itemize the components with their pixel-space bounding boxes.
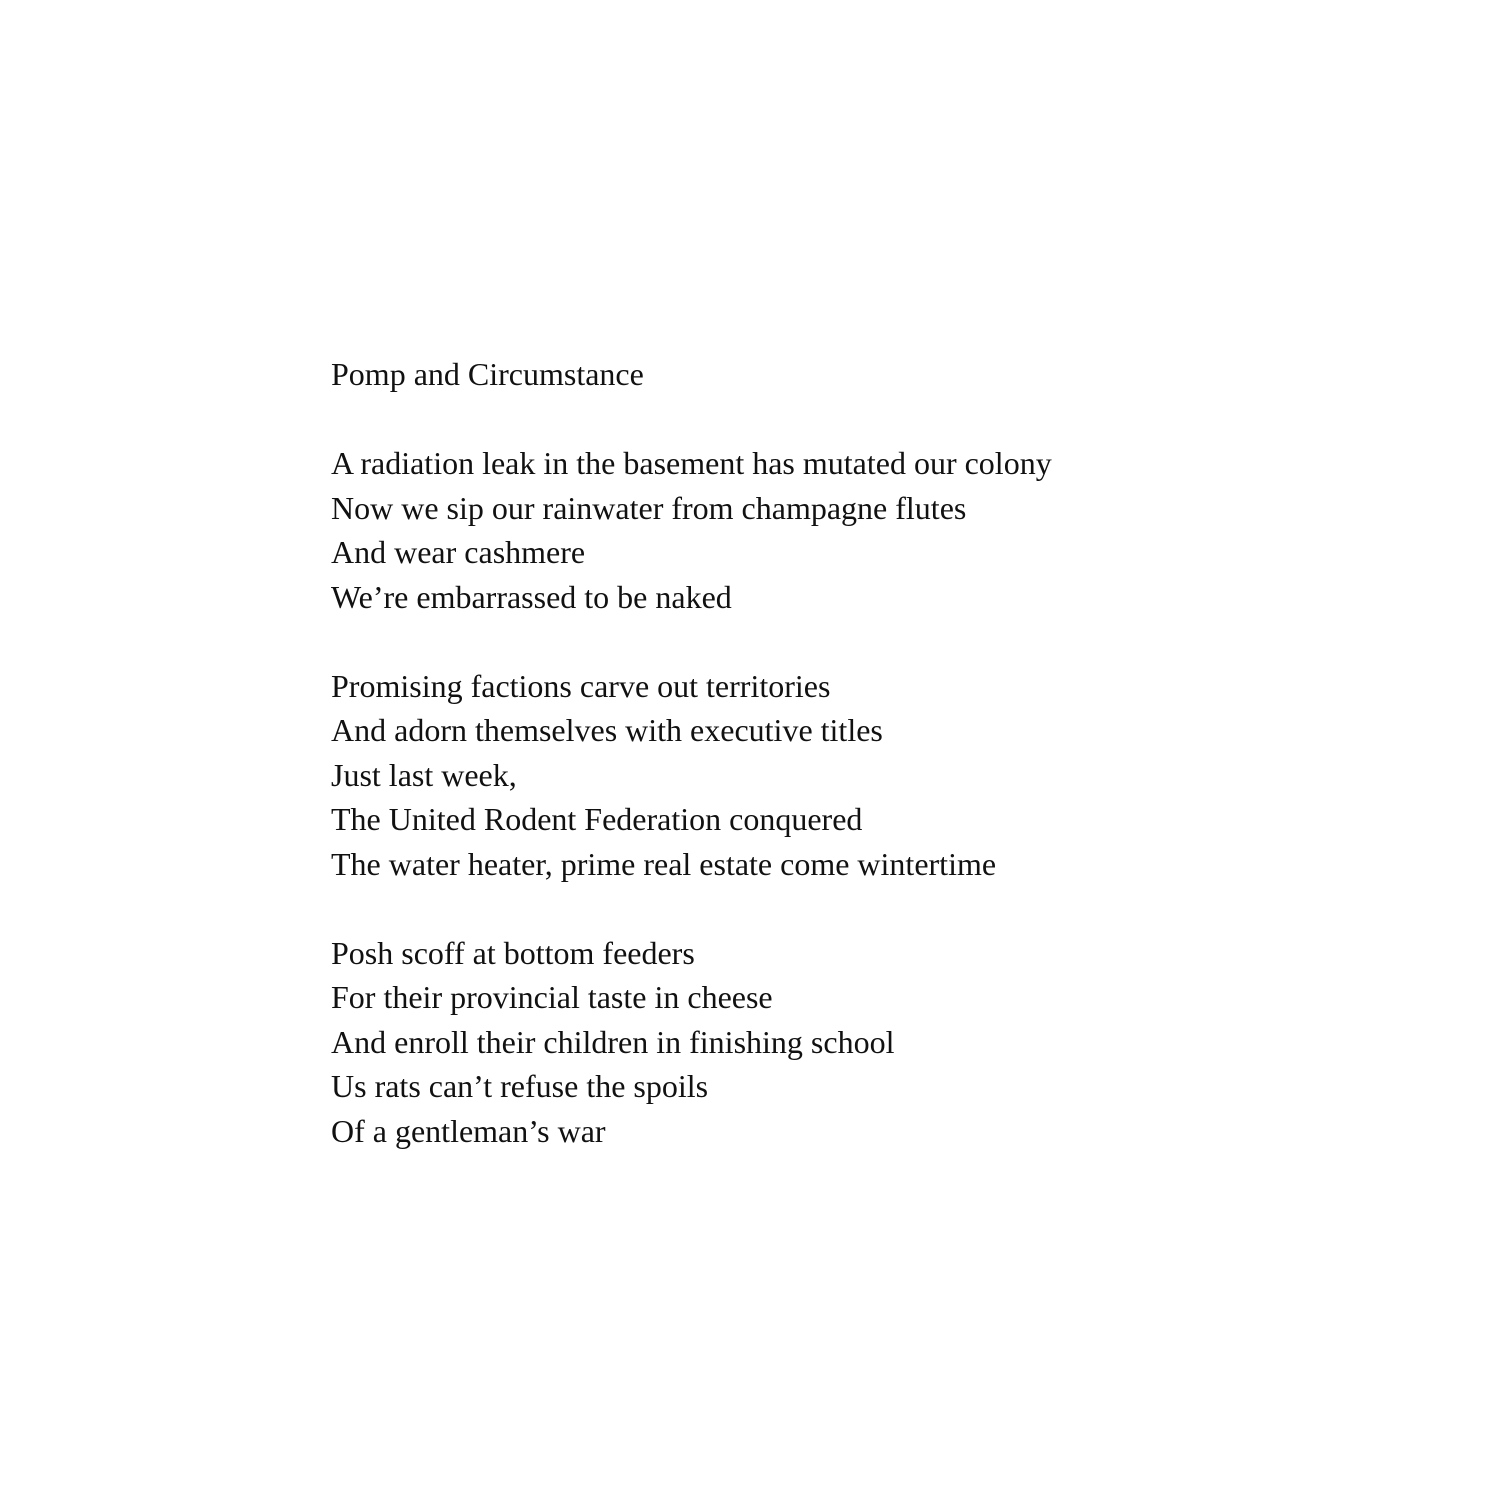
poem-line: The United Rodent Federation conquered: [331, 801, 863, 837]
poem-line: Just last week,: [331, 756, 517, 793]
stanza-1: [331, 441, 1331, 619]
poem-line: Posh scoff at bottom feeders: [331, 934, 695, 971]
poem-title: Pomp and Circumstance: [331, 356, 644, 392]
poem-line: And wear cashmere: [331, 534, 586, 570]
poem-line: And enroll their children in finishing school: [331, 1023, 895, 1060]
stanza-3: [331, 931, 1331, 1154]
poem-line: We’re embarrassed to be naked: [331, 578, 732, 615]
poem-line: A radiation leak in the basement has mutated our colony: [331, 445, 1052, 481]
poem-line: Now we sip our rainwater from champagne flutes: [331, 489, 967, 526]
poem: [331, 352, 1331, 1198]
poem-line: The water heater, prime real estate come wintertime: [331, 845, 997, 882]
poem-line: Us rats can’t refuse the spoils: [331, 1068, 709, 1104]
poem-line: Promising factions carve out territories: [331, 667, 831, 704]
poem-line: Of a gentleman’s war: [331, 1112, 606, 1149]
poem-line: For their provincial taste in cheese: [331, 979, 773, 1015]
poem-line: And adorn themselves with executive titles: [331, 712, 883, 748]
stanza-2: [331, 664, 1331, 887]
